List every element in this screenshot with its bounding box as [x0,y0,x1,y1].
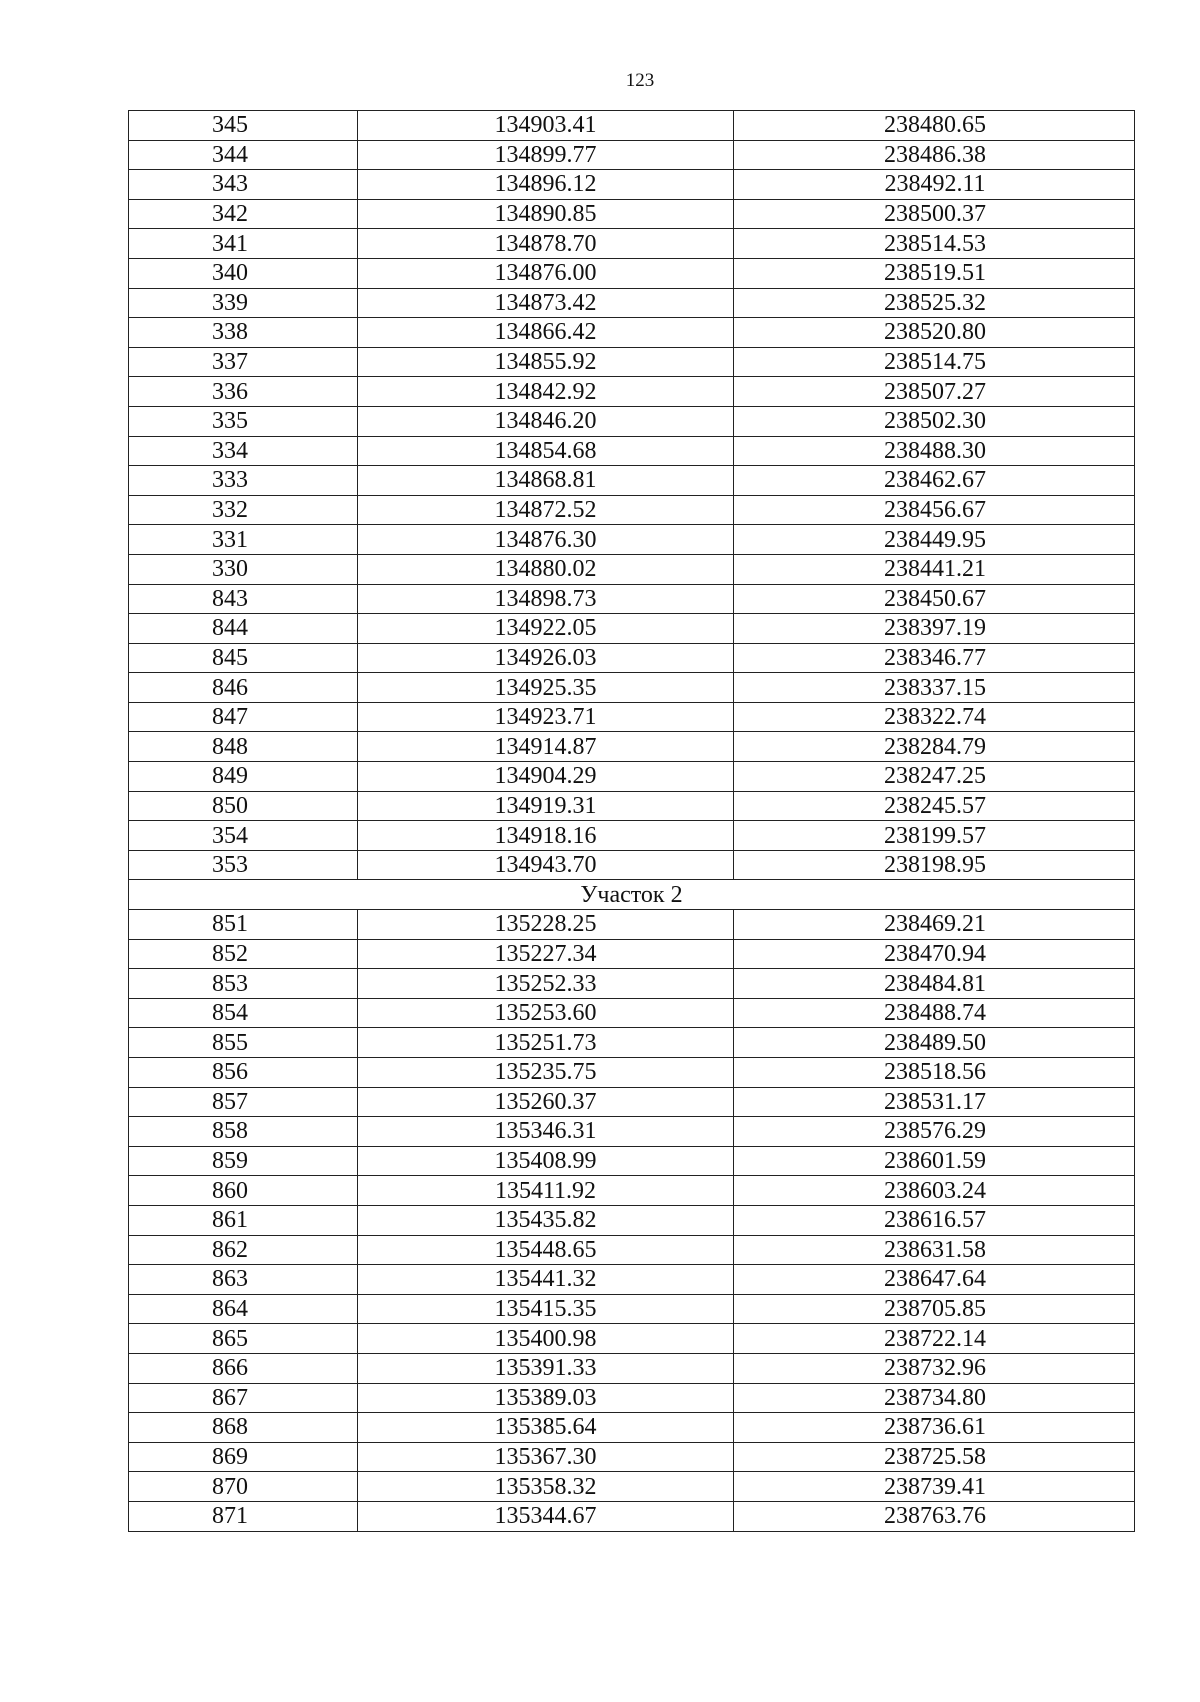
point-number-cell: 341 [129,229,358,259]
y-coordinate-cell: 238763.76 [734,1501,1135,1531]
y-coordinate-cell: 238322.74 [734,702,1135,732]
table-row [129,466,1135,496]
x-coordinate-cell: 134925.35 [358,673,734,703]
table-row [129,436,1135,466]
y-coordinate-cell: 238514.53 [734,229,1135,259]
point-number-cell: 345 [129,111,358,141]
point-number-cell: 848 [129,732,358,762]
y-coordinate-cell: 238736.61 [734,1413,1135,1443]
x-coordinate-cell: 134896.12 [358,170,734,200]
x-coordinate-cell: 135400.98 [358,1324,734,1354]
point-number-cell: 333 [129,466,358,496]
y-coordinate-cell: 238725.58 [734,1442,1135,1472]
table-row [129,1117,1135,1147]
point-number-cell: 332 [129,495,358,525]
x-coordinate-cell: 135441.32 [358,1265,734,1295]
table-row [129,850,1135,880]
x-coordinate-cell: 134846.20 [358,406,734,436]
x-coordinate-cell: 135448.65 [358,1235,734,1265]
y-coordinate-cell: 238486.38 [734,140,1135,170]
y-coordinate-cell: 238722.14 [734,1324,1135,1354]
table-row [129,1058,1135,1088]
point-number-cell: 849 [129,762,358,792]
y-coordinate-cell: 238647.64 [734,1265,1135,1295]
point-number-cell: 852 [129,939,358,969]
table-row [129,1501,1135,1531]
x-coordinate-cell: 134922.05 [358,614,734,644]
y-coordinate-cell: 238739.41 [734,1472,1135,1502]
y-coordinate-cell: 238245.57 [734,791,1135,821]
table-row [129,969,1135,999]
table-row [129,199,1135,229]
table-row [129,614,1135,644]
y-coordinate-cell: 238502.30 [734,406,1135,436]
table-row [129,643,1135,673]
point-number-cell: 354 [129,821,358,851]
x-coordinate-cell: 135235.75 [358,1058,734,1088]
point-number-cell: 335 [129,406,358,436]
table-row [129,288,1135,318]
table-row [129,1205,1135,1235]
section-header-row [129,880,1135,910]
point-number-cell: 342 [129,199,358,229]
x-coordinate-cell: 134872.52 [358,495,734,525]
point-number-cell: 866 [129,1353,358,1383]
page-number: 123 [625,70,655,91]
point-number-cell: 353 [129,850,358,880]
point-number-cell: 863 [129,1265,358,1295]
x-coordinate-cell: 134890.85 [358,199,734,229]
y-coordinate-cell: 238480.65 [734,111,1135,141]
point-number-cell: 338 [129,318,358,348]
x-coordinate-cell: 135227.34 [358,939,734,969]
y-coordinate-cell: 238500.37 [734,199,1135,229]
y-coordinate-cell: 238284.79 [734,732,1135,762]
x-coordinate-cell: 135435.82 [358,1205,734,1235]
x-coordinate-cell: 135260.37 [358,1087,734,1117]
x-coordinate-cell: 135391.33 [358,1353,734,1383]
y-coordinate-cell: 238531.17 [734,1087,1135,1117]
table-row [129,791,1135,821]
group1-rows [129,111,1135,880]
x-coordinate-cell: 134873.42 [358,288,734,318]
y-coordinate-cell: 238732.96 [734,1353,1135,1383]
table-row [129,673,1135,703]
point-number-cell: 865 [129,1324,358,1354]
x-coordinate-cell: 135253.60 [358,998,734,1028]
point-number-cell: 853 [129,969,358,999]
point-number-cell: 856 [129,1058,358,1088]
point-number-cell: 330 [129,554,358,584]
y-coordinate-cell: 238507.27 [734,377,1135,407]
table-row [129,1413,1135,1443]
table-row [129,1146,1135,1176]
table-row [129,554,1135,584]
x-coordinate-cell: 135251.73 [358,1028,734,1058]
y-coordinate-cell: 238519.51 [734,258,1135,288]
coordinates-table [128,110,1135,1532]
table-row [129,406,1135,436]
y-coordinate-cell: 238456.67 [734,495,1135,525]
y-coordinate-cell: 238469.21 [734,910,1135,940]
table-row [129,702,1135,732]
point-number-cell: 860 [129,1176,358,1206]
y-coordinate-cell: 238705.85 [734,1294,1135,1324]
y-coordinate-cell: 238488.30 [734,436,1135,466]
x-coordinate-cell: 134898.73 [358,584,734,614]
table-row [129,1265,1135,1295]
x-coordinate-cell: 134878.70 [358,229,734,259]
table-row [129,762,1135,792]
y-coordinate-cell: 238631.58 [734,1235,1135,1265]
table-row [129,318,1135,348]
x-coordinate-cell: 135389.03 [358,1383,734,1413]
point-number-cell: 870 [129,1472,358,1502]
point-number-cell: 339 [129,288,358,318]
table-row [129,111,1135,141]
y-coordinate-cell: 238449.95 [734,525,1135,555]
x-coordinate-cell: 135344.67 [358,1501,734,1531]
x-coordinate-cell: 134919.31 [358,791,734,821]
x-coordinate-cell: 135252.33 [358,969,734,999]
point-number-cell: 868 [129,1413,358,1443]
table-row [129,170,1135,200]
point-number-cell: 864 [129,1294,358,1324]
point-number-cell: 871 [129,1501,358,1531]
point-number-cell: 845 [129,643,358,673]
point-number-cell: 844 [129,614,358,644]
y-coordinate-cell: 238492.11 [734,170,1135,200]
table-row [129,1176,1135,1206]
x-coordinate-cell: 134842.92 [358,377,734,407]
point-number-cell: 334 [129,436,358,466]
y-coordinate-cell: 238337.15 [734,673,1135,703]
point-number-cell: 857 [129,1087,358,1117]
y-coordinate-cell: 238484.81 [734,969,1135,999]
x-coordinate-cell: 134855.92 [358,347,734,377]
point-number-cell: 336 [129,377,358,407]
y-coordinate-cell: 238397.19 [734,614,1135,644]
table-row [129,1235,1135,1265]
table-row [129,1472,1135,1502]
y-coordinate-cell: 238199.57 [734,821,1135,851]
table-row [129,998,1135,1028]
table-row [129,1324,1135,1354]
y-coordinate-cell: 238441.21 [734,554,1135,584]
point-number-cell: 869 [129,1442,358,1472]
point-number-cell: 847 [129,702,358,732]
y-coordinate-cell: 238734.80 [734,1383,1135,1413]
x-coordinate-cell: 135415.35 [358,1294,734,1324]
x-coordinate-cell: 134876.30 [358,525,734,555]
y-coordinate-cell: 238247.25 [734,762,1135,792]
y-coordinate-cell: 238462.67 [734,466,1135,496]
y-coordinate-cell: 238489.50 [734,1028,1135,1058]
table-row [129,1087,1135,1117]
y-coordinate-cell: 238520.80 [734,318,1135,348]
x-coordinate-cell: 135358.32 [358,1472,734,1502]
point-number-cell: 854 [129,998,358,1028]
point-number-cell: 861 [129,1205,358,1235]
y-coordinate-cell: 238450.67 [734,584,1135,614]
table-row [129,1442,1135,1472]
x-coordinate-cell: 134866.42 [358,318,734,348]
x-coordinate-cell: 134903.41 [358,111,734,141]
table-row [129,258,1135,288]
y-coordinate-cell: 238346.77 [734,643,1135,673]
y-coordinate-cell: 238601.59 [734,1146,1135,1176]
table-row [129,347,1135,377]
x-coordinate-cell: 134926.03 [358,643,734,673]
table-row [129,732,1135,762]
point-number-cell: 851 [129,910,358,940]
group2-rows [129,910,1135,1531]
point-number-cell: 337 [129,347,358,377]
x-coordinate-cell: 135411.92 [358,1176,734,1206]
table-row [129,821,1135,851]
point-number-cell: 850 [129,791,358,821]
table-row [129,525,1135,555]
table-row [129,1294,1135,1324]
section-header-group [129,880,1135,910]
point-number-cell: 344 [129,140,358,170]
point-number-cell: 859 [129,1146,358,1176]
table-row [129,939,1135,969]
table-row [129,910,1135,940]
table-row [129,1353,1135,1383]
x-coordinate-cell: 135346.31 [358,1117,734,1147]
x-coordinate-cell: 135367.30 [358,1442,734,1472]
x-coordinate-cell: 134880.02 [358,554,734,584]
point-number-cell: 843 [129,584,358,614]
y-coordinate-cell: 238514.75 [734,347,1135,377]
point-number-cell: 846 [129,673,358,703]
x-coordinate-cell: 134943.70 [358,850,734,880]
point-number-cell: 331 [129,525,358,555]
point-number-cell: 340 [129,258,358,288]
section-title: Участок 2 [129,880,1135,910]
point-number-cell: 862 [129,1235,358,1265]
y-coordinate-cell: 238576.29 [734,1117,1135,1147]
y-coordinate-cell: 238488.74 [734,998,1135,1028]
x-coordinate-cell: 134854.68 [358,436,734,466]
y-coordinate-cell: 238616.57 [734,1205,1135,1235]
point-number-cell: 867 [129,1383,358,1413]
x-coordinate-cell: 134899.77 [358,140,734,170]
point-number-cell: 343 [129,170,358,200]
x-coordinate-cell: 134904.29 [358,762,734,792]
table-row [129,1028,1135,1058]
y-coordinate-cell: 238470.94 [734,939,1135,969]
point-number-cell: 855 [129,1028,358,1058]
table-row [129,229,1135,259]
x-coordinate-cell: 134918.16 [358,821,734,851]
x-coordinate-cell: 134876.00 [358,258,734,288]
table-row [129,584,1135,614]
x-coordinate-cell: 135408.99 [358,1146,734,1176]
y-coordinate-cell: 238518.56 [734,1058,1135,1088]
point-number-cell: 858 [129,1117,358,1147]
table-row [129,377,1135,407]
table-row [129,495,1135,525]
x-coordinate-cell: 135228.25 [358,910,734,940]
x-coordinate-cell: 134923.71 [358,702,734,732]
y-coordinate-cell: 238525.32 [734,288,1135,318]
table-row [129,140,1135,170]
y-coordinate-cell: 238603.24 [734,1176,1135,1206]
y-coordinate-cell: 238198.95 [734,850,1135,880]
x-coordinate-cell: 134868.81 [358,466,734,496]
x-coordinate-cell: 134914.87 [358,732,734,762]
table-row [129,1383,1135,1413]
x-coordinate-cell: 135385.64 [358,1413,734,1443]
